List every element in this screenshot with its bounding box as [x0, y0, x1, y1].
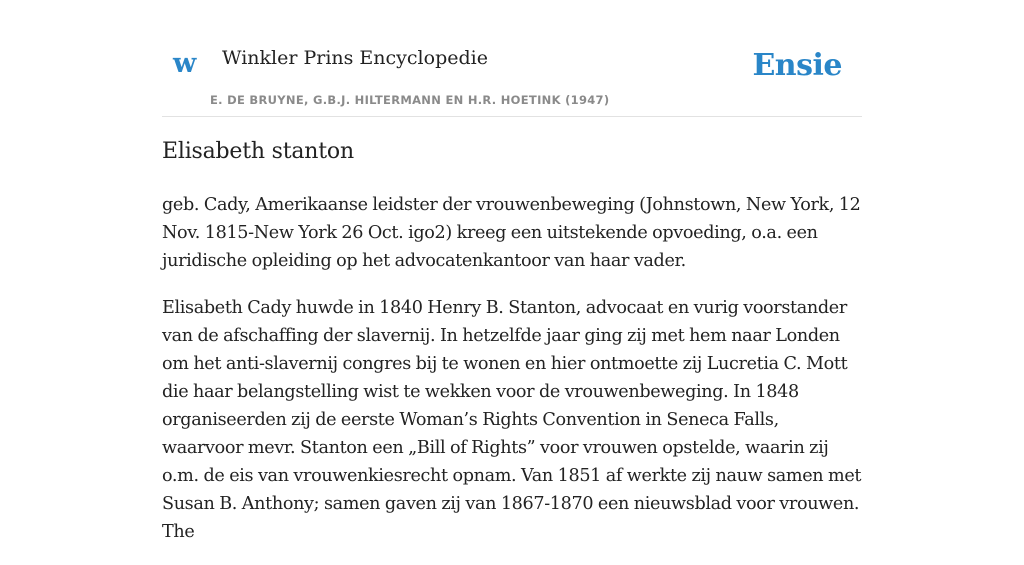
article-paragraph: geb. Cady, Amerikaanse leidster der vrouwenbeweging (Johnstown, New York, 12 Nov. 1815-New York 26 Oct. igo2) kreeg een uitstekende opvoeding, o.a. een juridische opleiding op het advocatenkantoor van haar vader.: [162, 194, 861, 271]
ensie-logo-link[interactable]: Ensie: [752, 48, 842, 83]
article-title: Elisabeth stanton: [162, 139, 354, 164]
source-authors: E. DE BRUYNE, G.B.J. HILTERMANN EN H.R. HOETINK (1947): [210, 93, 610, 107]
winkler-prins-logo-icon[interactable]: w: [173, 48, 197, 79]
article: [162, 138, 862, 565]
article-paragraph: Elisabeth Cady huwde in 1840 Henry B. Stanton, advocaat en vurig voorstander van de afschaffing der slavernij. In hetzelfde jaar ging zij met hem naar Londen om het anti-slavernij congres bij te wonen en hier ontmoette zij Lucretia C. Mott die haar belangstelling wist te wekken voor de vrouwenbeweging. In 1848 organiseerden zij de eerste Woman’s Rights Convention in Seneca Falls, waarvoor mevr. Stanton een „Bill of Rights” voor vrouwen opstelde, waarin zij o.m. de eis van vrouwenkiesrecht opnam. Van 1851 af werkte zij nauw samen met Susan B. Anthony; samen gaven zij van 1867-1870 een nieuwsblad voor vrouwen. The: [162, 297, 862, 542]
source-header: [162, 0, 862, 117]
source-title-link[interactable]: Winkler Prins Encyclopedie: [222, 47, 488, 69]
